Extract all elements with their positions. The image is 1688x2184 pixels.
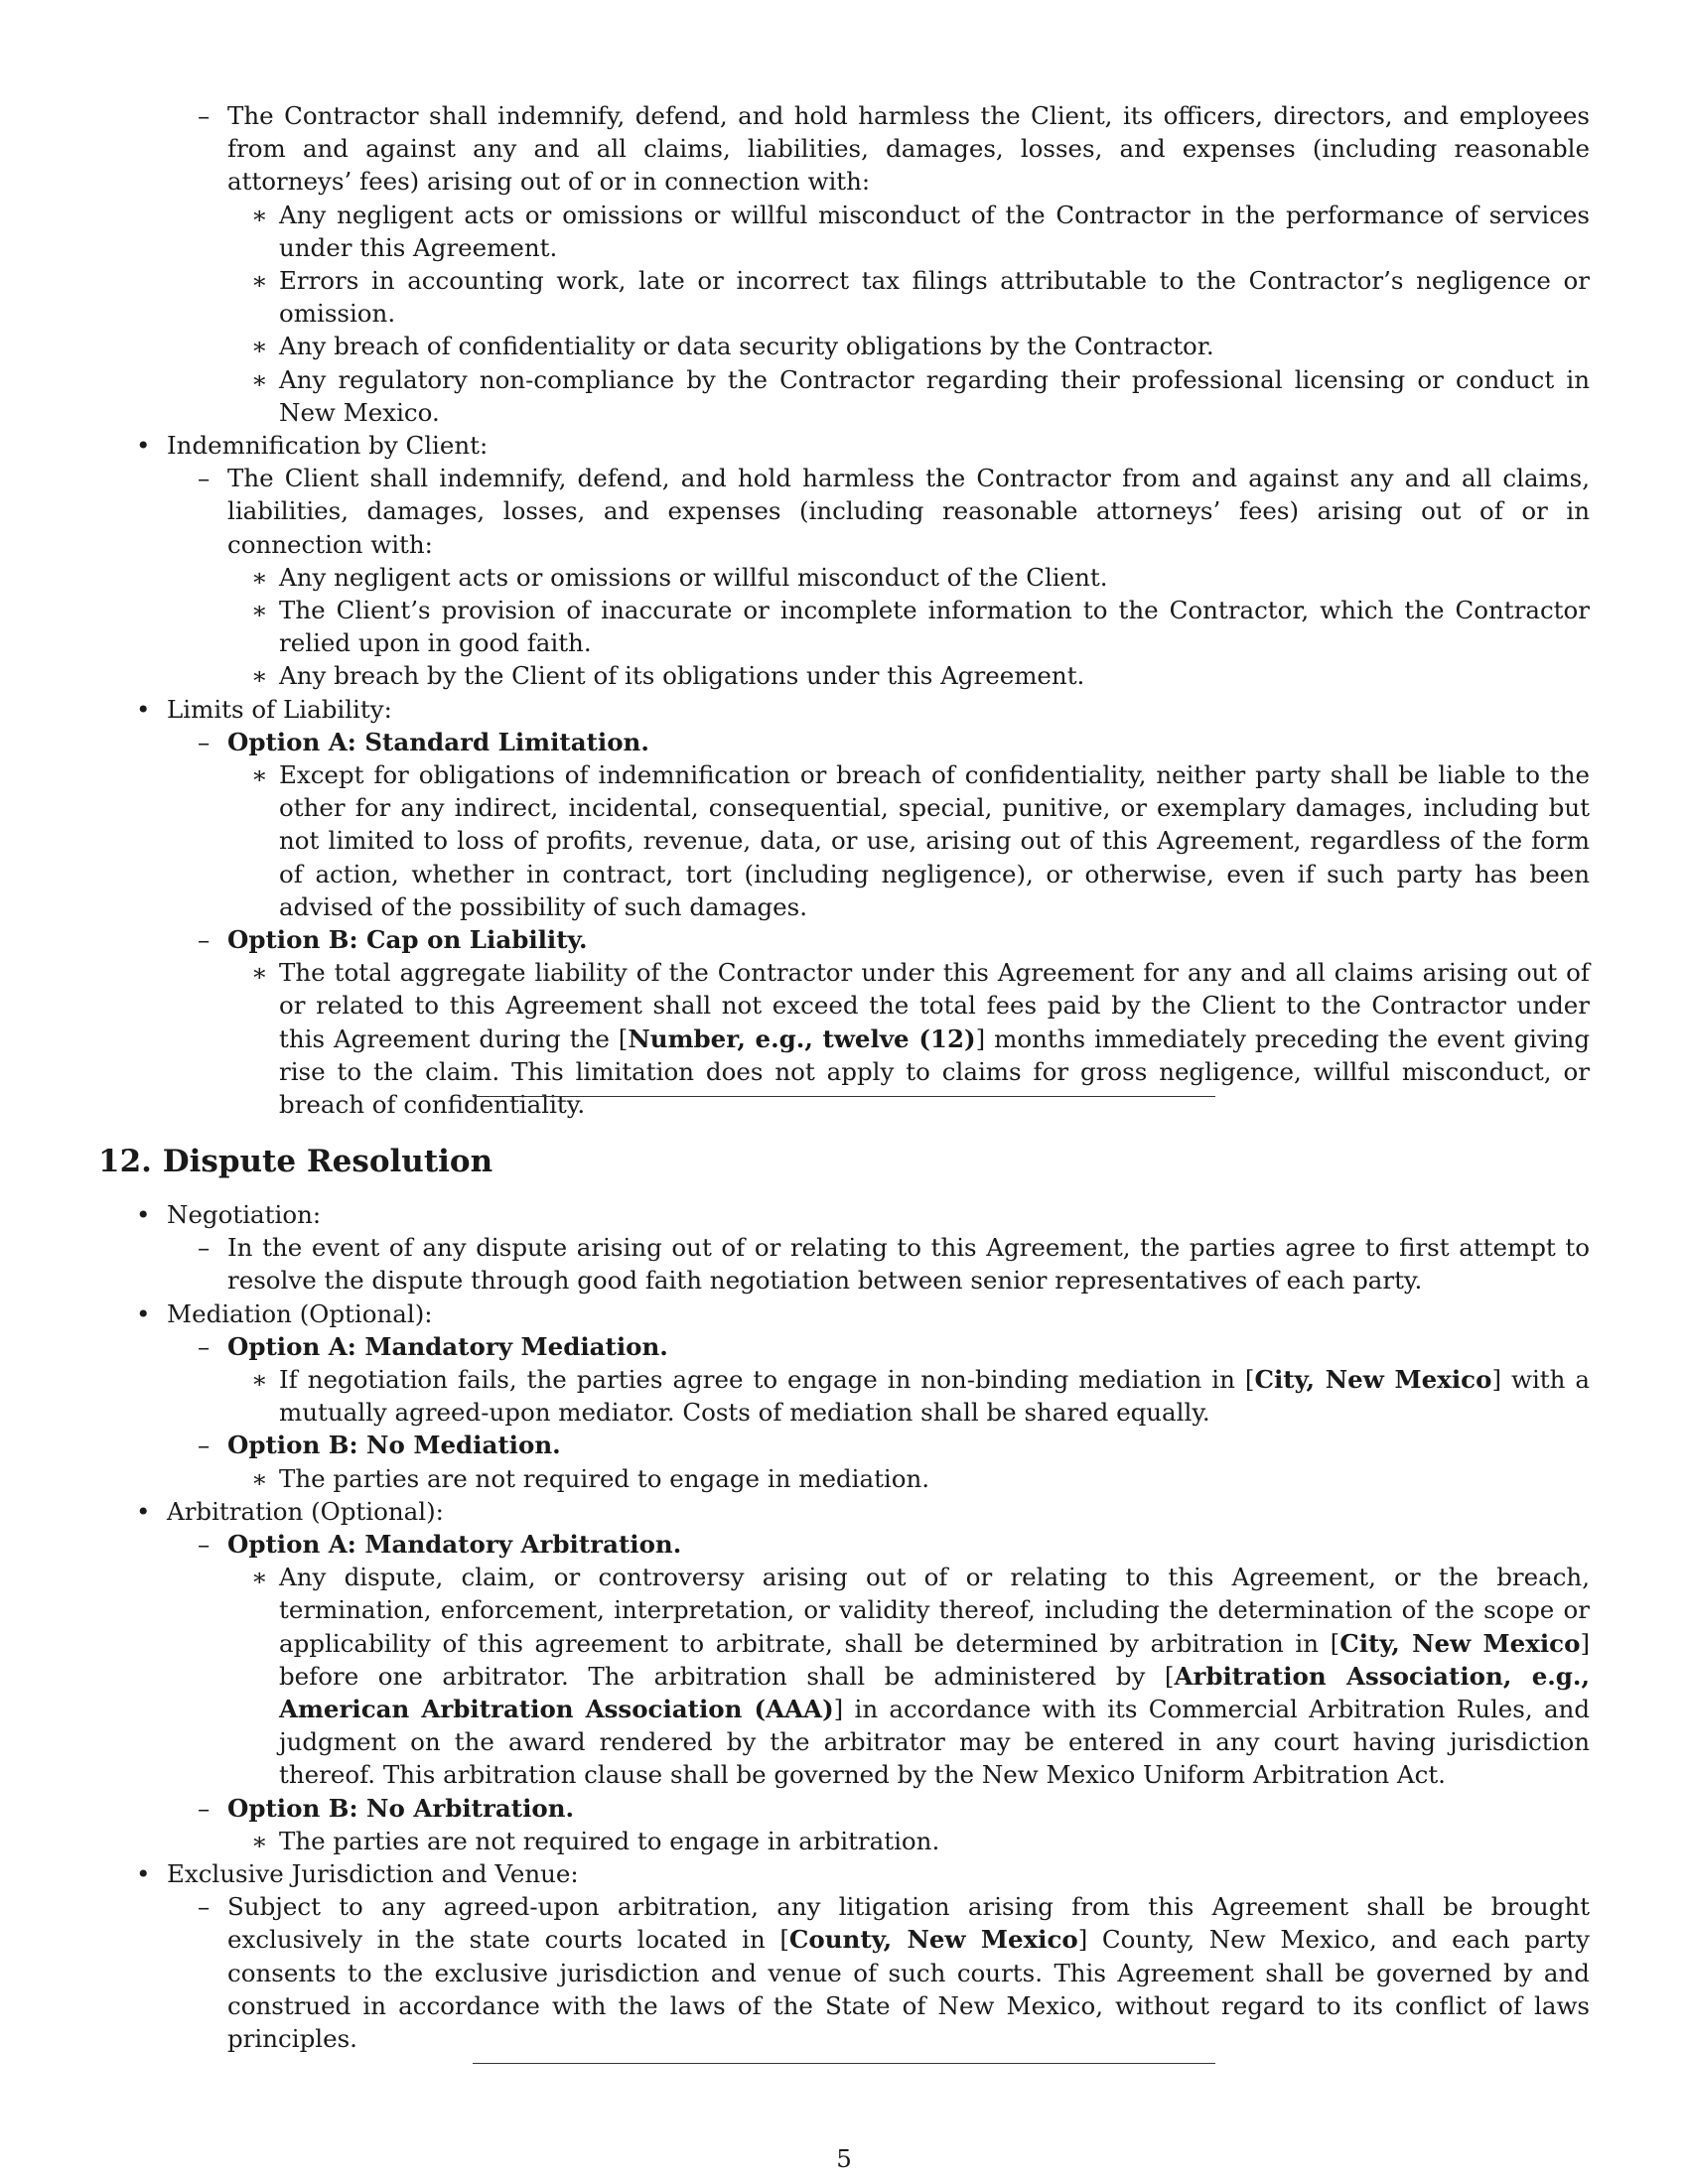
list-item — [0, 594, 1590, 659]
placeholder-county: County, New Mexico — [788, 1925, 1078, 1955]
list-item — [0, 1462, 1590, 1495]
arbitration-option-b — [0, 1792, 1590, 1825]
limits-option-b — [0, 923, 1590, 956]
mediation-heading-text: • Mediation (Optional): — [167, 1298, 433, 1328]
arbitration-option-b-text: ∗ The parties are not required to engage in arbitration. — [279, 1826, 940, 1855]
section-title-dispute-resolution: 12. Dispute Resolution — [98, 1144, 493, 1179]
jurisdiction-heading-text: • Exclusive Jurisdiction and Venue: — [167, 1859, 579, 1889]
arbitration-option-b-title: – Option B: No Arbitration. — [227, 1793, 575, 1823]
text-segment: Subject to any agreed-upon arbitration, any litigation arising from this Agreement shall be brought exclusively in the state courts located in [ — [227, 1892, 1590, 1955]
list-item — [0, 659, 1590, 692]
page-number: 5 — [836, 2144, 852, 2173]
text-segment: The total aggregate liability of the Contractor under this Agreement for any and all claims arising out of or related to this Agreement shall not exceed the total fees paid by the Client to the Contractor under this Agreement during the [ — [279, 958, 1590, 1053]
contractor-indemnity-point: ∗ Any breach of confidentiality or data security obligations by the Contractor. — [279, 332, 1214, 361]
text-segment: ] before one arbitrator. The arbitration shall be administered by [ — [279, 1628, 1591, 1691]
negotiation-heading-text: • Negotiation: — [167, 1200, 322, 1229]
contractor-indemnity-item — [0, 99, 1590, 199]
limits-option-b-title: – Option B: Cap on Liability. — [227, 925, 588, 955]
limits-heading-text: • Limits of Liability: — [167, 694, 392, 724]
indemnification-continued — [0, 99, 1688, 1121]
mediation-option-b-title: – Option B: No Mediation. — [227, 1431, 561, 1460]
dispute-list — [0, 1198, 1688, 2055]
text-segment: ] with a mutually agreed-upon mediator. Costs of mediation shall be shared equally. — [279, 1365, 1591, 1428]
mediation-option-b-text: ∗ The parties are not required to engage in mediation. — [279, 1463, 930, 1493]
client-indemnity-intro: – The Client shall indemnify, defend, and hold harmless the Contractor from and against any and all claims, liabilities, damages, losses, and expenses (including reasonable attorneys’ fees) arising out of or in connection with: — [227, 464, 1590, 559]
placeholder-city: City, New Mexico — [1339, 1628, 1581, 1658]
mediation-heading — [0, 1297, 1422, 1330]
dispute-resolution-section — [0, 1198, 1688, 2055]
list-item — [0, 264, 1590, 330]
list-item — [0, 1561, 1590, 1791]
limits-heading — [0, 693, 1422, 726]
client-indemnity-heading-text: • Indemnification by Client: — [167, 431, 489, 461]
placeholder-number: Number, e.g., twelve (12) — [628, 1024, 976, 1053]
list-item — [0, 758, 1590, 923]
list-item — [0, 1363, 1590, 1429]
list-item — [0, 1825, 1590, 1857]
list-item — [0, 363, 1590, 429]
limits-option-a-title: – Option A: Standard Limitation. — [227, 727, 649, 756]
client-indemnity-heading — [0, 429, 1422, 462]
negotiation-text: – In the event of any dispute arising out of or relating to this Agreement, the parties agree to first attempt to resolve the dispute through good faith negotiation between senior representatives of each party. — [227, 1233, 1590, 1296]
placeholder-city: City, New Mexico — [1254, 1365, 1492, 1395]
arbitration-option-a-text — [279, 1561, 1590, 1791]
section-divider — [473, 1096, 1215, 1097]
client-indemnity-point: ∗ Any breach by the Client of its obligations under this Agreement. — [279, 661, 1085, 691]
mediation-option-a-title: – Option A: Mandatory Mediation. — [227, 1331, 668, 1361]
client-indemnity-point: ∗ The Client’s provision of inaccurate or incomplete information to the Contractor, which the Contractor relied upon in good faith. — [279, 596, 1590, 658]
arbitration-heading-text: • Arbitration (Optional): — [167, 1496, 444, 1526]
contractor-indemnity-point: ∗ Any regulatory non-compliance by the Contractor regarding their professional licensing or conduct in New Mexico. — [279, 364, 1590, 427]
arbitration-option-a — [0, 1528, 1590, 1561]
text-segment: ] County, New Mexico, and each party consents to the exclusive jurisdiction and venue of such courts. This Agreement shall be governed by and construed in accordance with the laws of the State of New Mexico, without regard to its conflict of laws principles. — [227, 1925, 1590, 2054]
placeholder-arbitration-association: Arbitration Association, e.g., American Arbitration Association (AAA) — [279, 1661, 1590, 1724]
text-segment: Any dispute, claim, or controversy arising out of or relating to this Agreement, or the breach, termination, enforcement, interpretation, or validity thereof, including the determination of the scope or applicability of this agreement to arbitrate, shall be determined by arbitration in [ — [279, 1563, 1590, 1658]
contractor-indemnity-point: ∗ Any negligent acts or omissions or willful misconduct of the Contractor in the performance of services under this Agreement. — [279, 200, 1590, 262]
section-divider — [473, 2063, 1215, 2064]
mediation-option-a-text — [279, 1363, 1590, 1429]
list-item — [0, 199, 1590, 264]
text-segment: ] months immediately preceding the event giving rise to the claim. This limitation does not apply to claims for gross negligence, willful misconduct, or breach of confidentiality. — [279, 1024, 1591, 1120]
jurisdiction-text — [227, 1890, 1590, 2055]
mediation-option-a — [0, 1330, 1590, 1363]
negotiation-heading — [0, 1198, 1422, 1231]
list-item — [0, 1890, 1590, 2055]
arbitration-heading — [0, 1495, 1422, 1528]
list-item — [0, 330, 1590, 362]
client-indemnity-item — [0, 462, 1590, 561]
list-item — [0, 1231, 1590, 1297]
text-segment: If negotiation fails, the parties agree to engage in non-binding mediation in [ — [279, 1365, 1255, 1395]
arbitration-option-a-title: – Option A: Mandatory Arbitration. — [227, 1530, 682, 1560]
contractor-indemnity-list — [0, 99, 1688, 1121]
contractor-indemnity-point: ∗ Errors in accounting work, late or incorrect tax filings attributable to the Contractor’s negligence or omission. — [279, 266, 1590, 329]
mediation-option-b — [0, 1429, 1590, 1461]
limits-option-a-text: ∗ Except for obligations of indemnification or breach of confidentiality, neither party shall be liable to the other for any indirect, incidental, consequential, special, punitive, or exemplary damages, including but not limited to loss of profits, revenue, data, or use, arising out of this Agreement, regardless of the form of action, whether in contract, tort (including negligence), or otherwise, even if such party has been advised of the possibility of such damages. — [279, 760, 1590, 921]
list-item — [0, 561, 1590, 594]
contractor-indemnity-intro: – The Contractor shall indemnify, defend, and hold harmless the Client, its officers, directors, and employees from and against any and all claims, liabilities, damages, losses, and expenses (including reasonable attorneys’ fees) arising out of or in connection with: — [227, 101, 1590, 197]
client-indemnity-point: ∗ Any negligent acts or omissions or willful misconduct of the Client. — [279, 562, 1108, 592]
text-segment: ] in accordance with its Commercial Arbitration Rules, and judgment on the award rendered by the arbitrator may be entered in any court having jurisdiction thereof. This arbitration clause shall be governed by the New Mexico Uniform Arbitration Act. — [279, 1695, 1591, 1790]
jurisdiction-heading — [0, 1857, 1422, 1890]
limits-option-a — [0, 726, 1590, 758]
